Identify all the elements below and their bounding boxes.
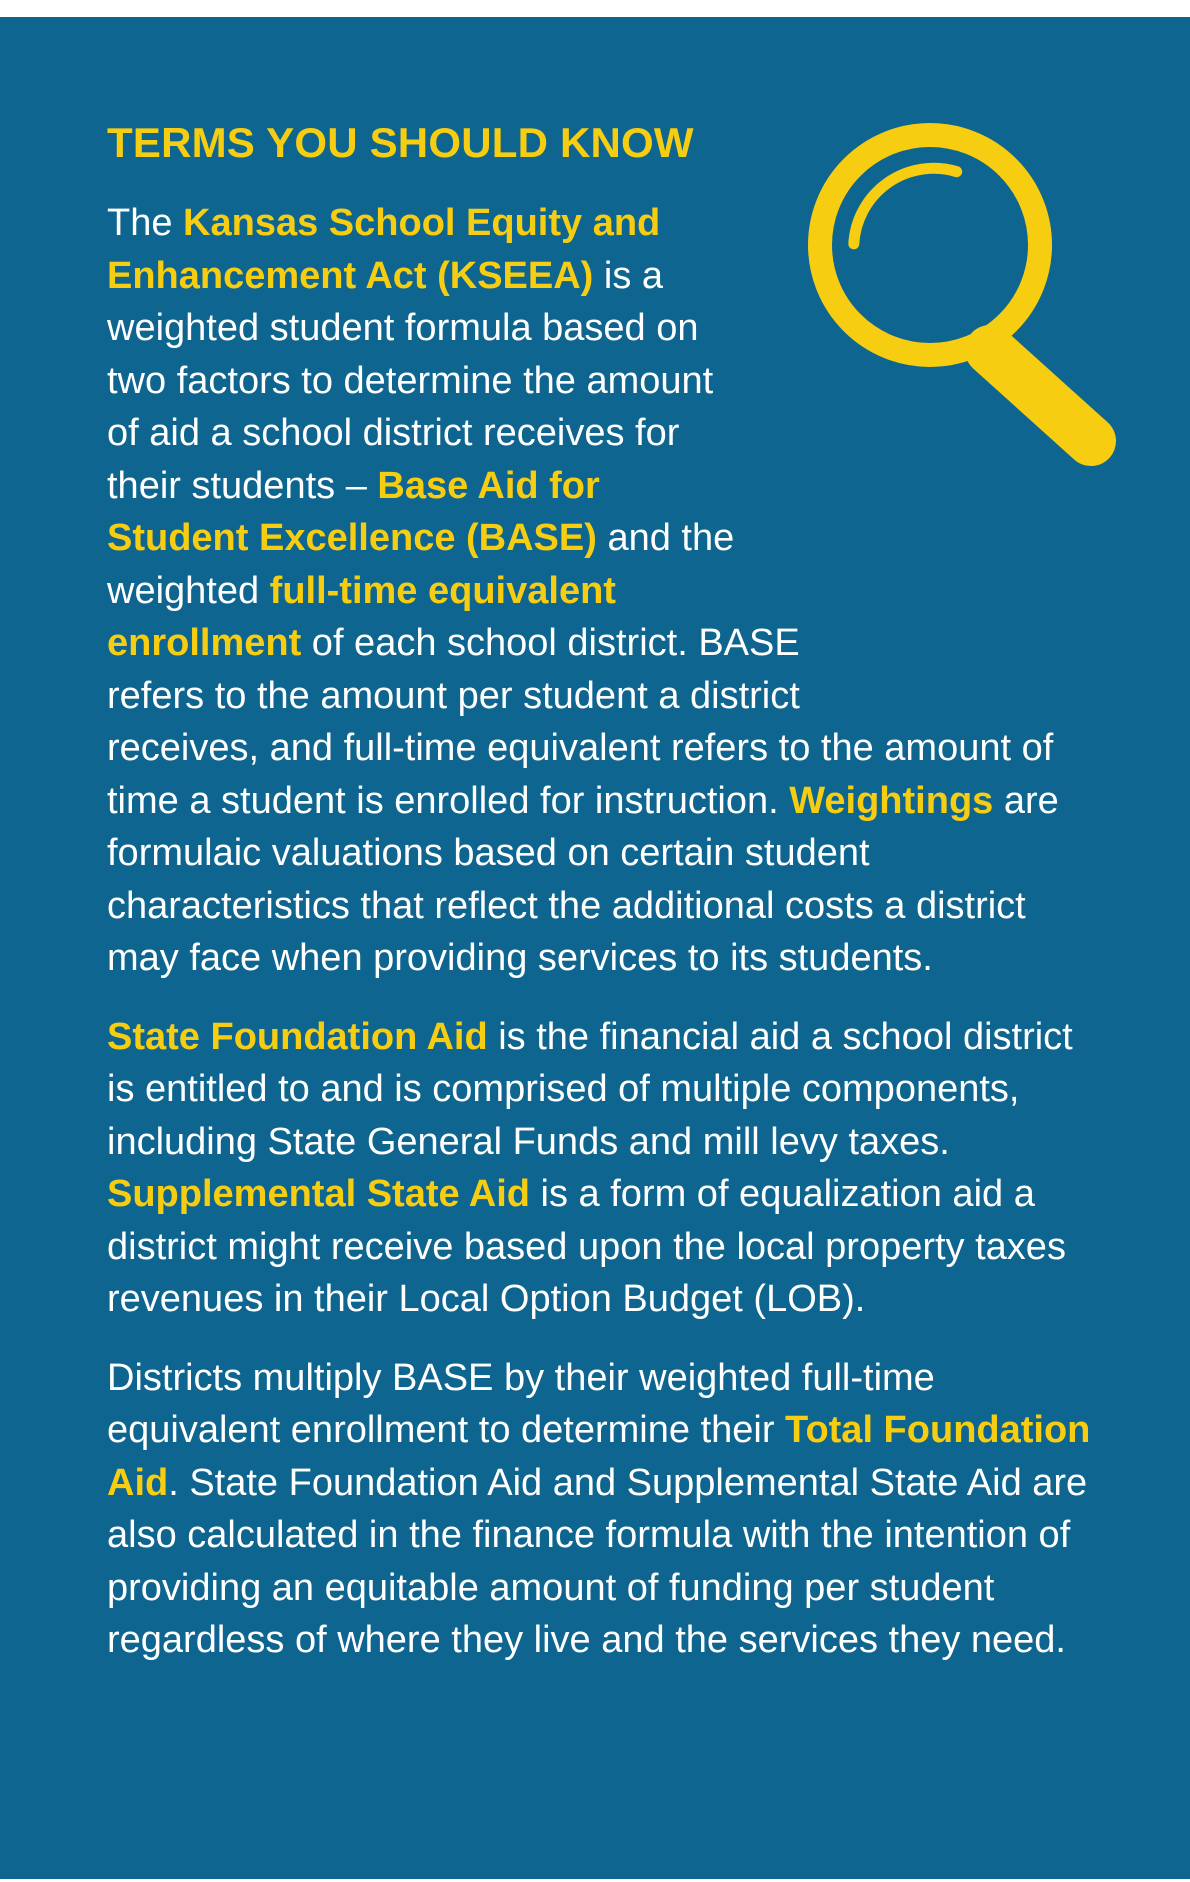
section-title: TERMS YOU SHOULD KNOW	[107, 119, 694, 166]
terms-panel	[0, 17, 1190, 1879]
p1-text-2: is a weighted student formula based on two factors to determine the amount of aid a school district receives for their students –	[107, 254, 714, 507]
term-kseea: Kansas School Equity and Enhancement Act (KSEEA)	[107, 202, 661, 297]
term-supplemental-state-aid: Supplemental State Aid	[107, 1173, 530, 1215]
p1-text-4: of each school district. BASE refers to the amount per student a district receives, and full-time equivalent refers to the amount of time a student is enrolled for instruction.	[107, 622, 1054, 822]
p1-text-3: and the weighted	[107, 517, 735, 612]
terms-content	[107, 117, 1097, 1667]
p1-text-5: are formulaic valuations based on certain student characteristics that reflect the additional costs a district may face when providing services to its students.	[107, 779, 1059, 979]
p3-text-2: . State Foundation Aid and Supplemental State Aid are also calculated in the finance formula with the intention of providing an equitable amount of funding per student regardless of where they live and the services they need.	[107, 1461, 1088, 1661]
term-weightings: Weightings	[789, 779, 994, 822]
term-total-foundation-aid: Total Foundation Aid	[107, 1409, 1091, 1504]
term-base: Base Aid for Student Excellence (BASE)	[107, 464, 600, 559]
p1-text-1: The	[107, 202, 184, 244]
p2-text-1: is the financial aid a school district is entitled to and is comprised of multiple components, including State General Funds and mill levy taxes.	[107, 1015, 1073, 1163]
p2-text-2: is a form of equalization aid a district might receive based upon the local property taxes revenues in their Local Option Budget (LOB).	[107, 1173, 1066, 1320]
paragraph-total-aid	[107, 1352, 1097, 1667]
paragraph-state-aid	[107, 1011, 1097, 1326]
term-fte-enrollment: full-time equivalent enrollment	[107, 569, 616, 664]
p3-text-1: Districts multiply BASE by their weighted full-time equivalent enrollment to determine their	[107, 1356, 935, 1451]
icon-wrap-spacer	[727, 117, 1097, 677]
term-state-foundation-aid: State Foundation Aid	[107, 1015, 488, 1058]
